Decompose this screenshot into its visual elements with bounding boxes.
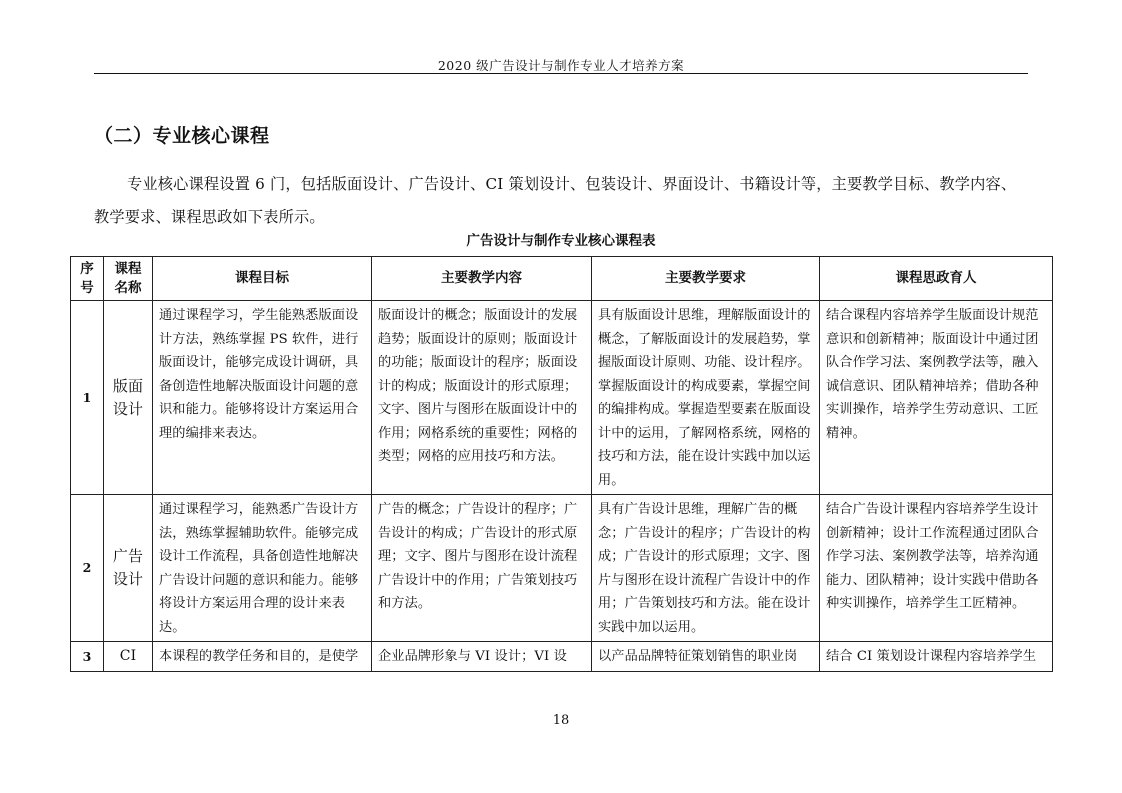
header-goal: 课程目标 xyxy=(153,257,372,301)
row-num: 2 xyxy=(71,495,104,642)
table-caption: 广告设计与制作专业核心课程表 xyxy=(466,233,656,249)
row-content: 广告的概念；广告设计的程序；广告设计的构成；广告设计的形式原理；文字、图片与图形在设计流程广告设计中的作用；广告策划技巧和方法。 xyxy=(372,495,592,642)
header-requirement: 主要教学要求 xyxy=(592,257,820,301)
document-header-title: 2020 级广告设计与制作专业人才培养方案 xyxy=(437,58,685,73)
row-ideology: 结合 CI 策划设计课程内容培养学生 xyxy=(820,642,1053,672)
row-content: 企业品牌形象与 VI 设计；VI 设 xyxy=(372,642,592,672)
header-name: 课程名称 xyxy=(104,257,153,301)
row-goal: 本课程的教学任务和目的，是使学 xyxy=(153,642,372,672)
table-header-row xyxy=(71,257,1053,301)
header-num: 序号 xyxy=(71,257,104,301)
header-content: 主要教学内容 xyxy=(372,257,592,301)
row-course-name: 版面设计 xyxy=(104,301,153,495)
row-num: 3 xyxy=(71,642,104,672)
table-row xyxy=(71,642,1053,672)
table-row xyxy=(71,495,1053,642)
row-course-name: 广告设计 xyxy=(104,495,153,642)
row-num: 1 xyxy=(71,301,104,495)
row-goal: 通过课程学习，学生能熟悉版面设计方法，熟练掌握 PS 软件，进行版面设计，能够完成设计调研，具备创造性地解决版面设计问题的意识和能力。能够将设计方案运用合理的编排来表达。 xyxy=(153,301,372,495)
row-requirement: 具有版面设计思维，理解版面设计的概念，了解版面设计的发展趋势，掌握版面设计原则、功能、设计程序。掌握版面设计的构成要素，掌握空间的编排构成。掌握造型要素在版面设计中的运用，了解网格系统，网格的技巧和方法，能在设计实践中加以运用。 xyxy=(592,301,820,495)
row-content: 版面设计的概念；版面设计的发展趋势；版面设计的原则；版面设计的功能；版面设计的程序；版面设计的构成；版面设计的形式原理；文字、图片与图形在版面设计中的作用；网格系统的重要性；网格的类型；网格的应用技巧和方法。 xyxy=(372,301,592,495)
page-number: 18 xyxy=(552,713,570,728)
row-requirement: 以产品品牌特征策划销售的职业岗 xyxy=(592,642,820,672)
row-requirement: 具有广告设计思维，理解广告的概念；广告设计的程序；广告设计的构成；广告设计的形式原理；文字、图片与图形在设计流程广告设计中的作用；广告策划技巧和方法。能在设计实践中加以运用。 xyxy=(592,495,820,642)
row-course-name: CI xyxy=(104,642,153,672)
row-ideology: 结合广告设计课程内容培养学生设计创新精神；设计工作流程通过团队合作学习法、案例教学法等，培养沟通能力、团队精神；设计实践中借助各种实训操作，培养学生工匠精神。 xyxy=(820,495,1053,642)
row-ideology: 结合课程内容培养学生版面设计规范意识和创新精神；版面设计中通过团队合作学习法、案例教学法等，融入诚信意识、团队精神培养；借助各种实训操作，培养学生劳动意识、工匠精神。 xyxy=(820,301,1053,495)
header-ideology: 课程思政育人 xyxy=(820,257,1053,301)
header-divider xyxy=(94,73,1028,74)
row-goal: 通过课程学习，能熟悉广告设计方法，熟练掌握辅助软件。能够完成设计工作流程，具备创造性地解决广告设计问题的意识和能力。能够将设计方案运用合理的设计来表达。 xyxy=(153,495,372,642)
section-heading: （二）专业核心课程 xyxy=(94,125,270,147)
core-course-table xyxy=(70,256,1053,672)
table-row xyxy=(71,301,1053,495)
intro-paragraph: 专业核心课程设置 6 门，包括版面设计、广告设计、CI 策划设计、包装设计、界面设计、书籍设计等，主要教学目标、教学内容、教学要求、课程思政如下表所示。 xyxy=(94,175,1017,226)
